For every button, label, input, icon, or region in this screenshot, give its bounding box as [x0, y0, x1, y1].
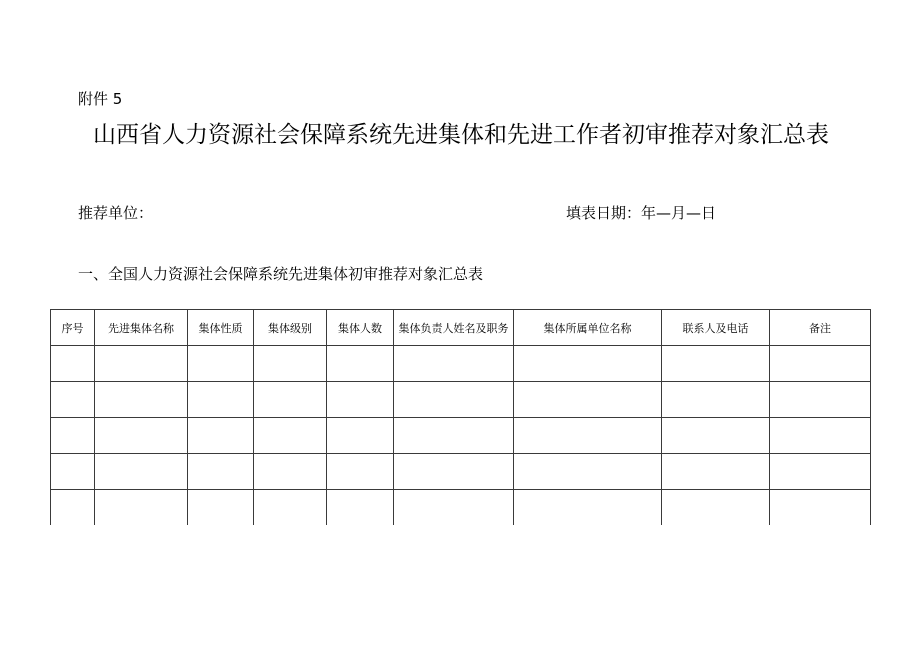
- section-title: 一、全国人力资源社会保障系统先进集体初审推荐对象汇总表: [78, 265, 484, 283]
- table-cell: [95, 418, 188, 454]
- table-cell: [514, 382, 662, 418]
- column-header-collective-level: 集体级别: [254, 310, 327, 346]
- table-cell: [51, 346, 95, 382]
- table-cell: [51, 418, 95, 454]
- table-cell: [51, 382, 95, 418]
- table-cell: [254, 418, 327, 454]
- table-row: [51, 382, 871, 418]
- table-cell: [327, 454, 394, 490]
- table-cell: [662, 346, 770, 382]
- table-cell: [95, 382, 188, 418]
- document-title: 山西省人力资源社会保障系统先进集体和先进工作者初审推荐对象汇总表: [93, 122, 829, 148]
- table-cell: [95, 490, 188, 526]
- table-cell: [51, 490, 95, 526]
- table-cell: [51, 454, 95, 490]
- table-row: [51, 418, 871, 454]
- table-row: [51, 490, 871, 526]
- table-cell: [254, 454, 327, 490]
- table-cell: [188, 346, 254, 382]
- table-cell: [188, 418, 254, 454]
- table-cell: [188, 490, 254, 526]
- table-cell: [95, 346, 188, 382]
- table-cell: [254, 490, 327, 526]
- table-cell: [770, 346, 871, 382]
- column-header-parent-unit: 集体所属单位名称: [514, 310, 662, 346]
- table-cell: [770, 454, 871, 490]
- table-cell: [770, 382, 871, 418]
- table-cell: [95, 454, 188, 490]
- table-cell: [514, 418, 662, 454]
- table-cell: [514, 490, 662, 526]
- table-cell: [188, 382, 254, 418]
- table-cell: [394, 382, 514, 418]
- column-header-collective-name: 先进集体名称: [95, 310, 188, 346]
- column-header-remarks: 备注: [770, 310, 871, 346]
- table-cell: [327, 490, 394, 526]
- table-row: [51, 346, 871, 382]
- table-cell: [662, 454, 770, 490]
- column-header-contact-phone: 联系人及电话: [662, 310, 770, 346]
- table-cell: [327, 382, 394, 418]
- table-cell: [394, 346, 514, 382]
- column-header-index: 序号: [51, 310, 95, 346]
- table-cell: [514, 454, 662, 490]
- table-cell: [188, 454, 254, 490]
- table-cell: [662, 418, 770, 454]
- table-cell: [327, 418, 394, 454]
- table-cell: [514, 346, 662, 382]
- table-cell: [254, 346, 327, 382]
- table-cell: [254, 382, 327, 418]
- column-header-leader-name-title: 集体负责人姓名及职务: [394, 310, 514, 346]
- summary-table: [50, 309, 871, 525]
- table-cell: [770, 418, 871, 454]
- table-cell: [394, 418, 514, 454]
- column-header-collective-nature: 集体性质: [188, 310, 254, 346]
- table-cell: [662, 382, 770, 418]
- table-row: [51, 454, 871, 490]
- table-header-row: [51, 310, 871, 346]
- column-header-member-count: 集体人数: [327, 310, 394, 346]
- table-cell: [662, 490, 770, 526]
- table-cell: [770, 490, 871, 526]
- table-cell: [394, 490, 514, 526]
- table-cell: [327, 346, 394, 382]
- fill-date-label: 填表日期：年—月—日: [566, 204, 717, 222]
- attachment-label: 附件 5: [78, 90, 123, 108]
- table-cell: [394, 454, 514, 490]
- recommend-unit-label: 推荐单位：: [78, 204, 154, 222]
